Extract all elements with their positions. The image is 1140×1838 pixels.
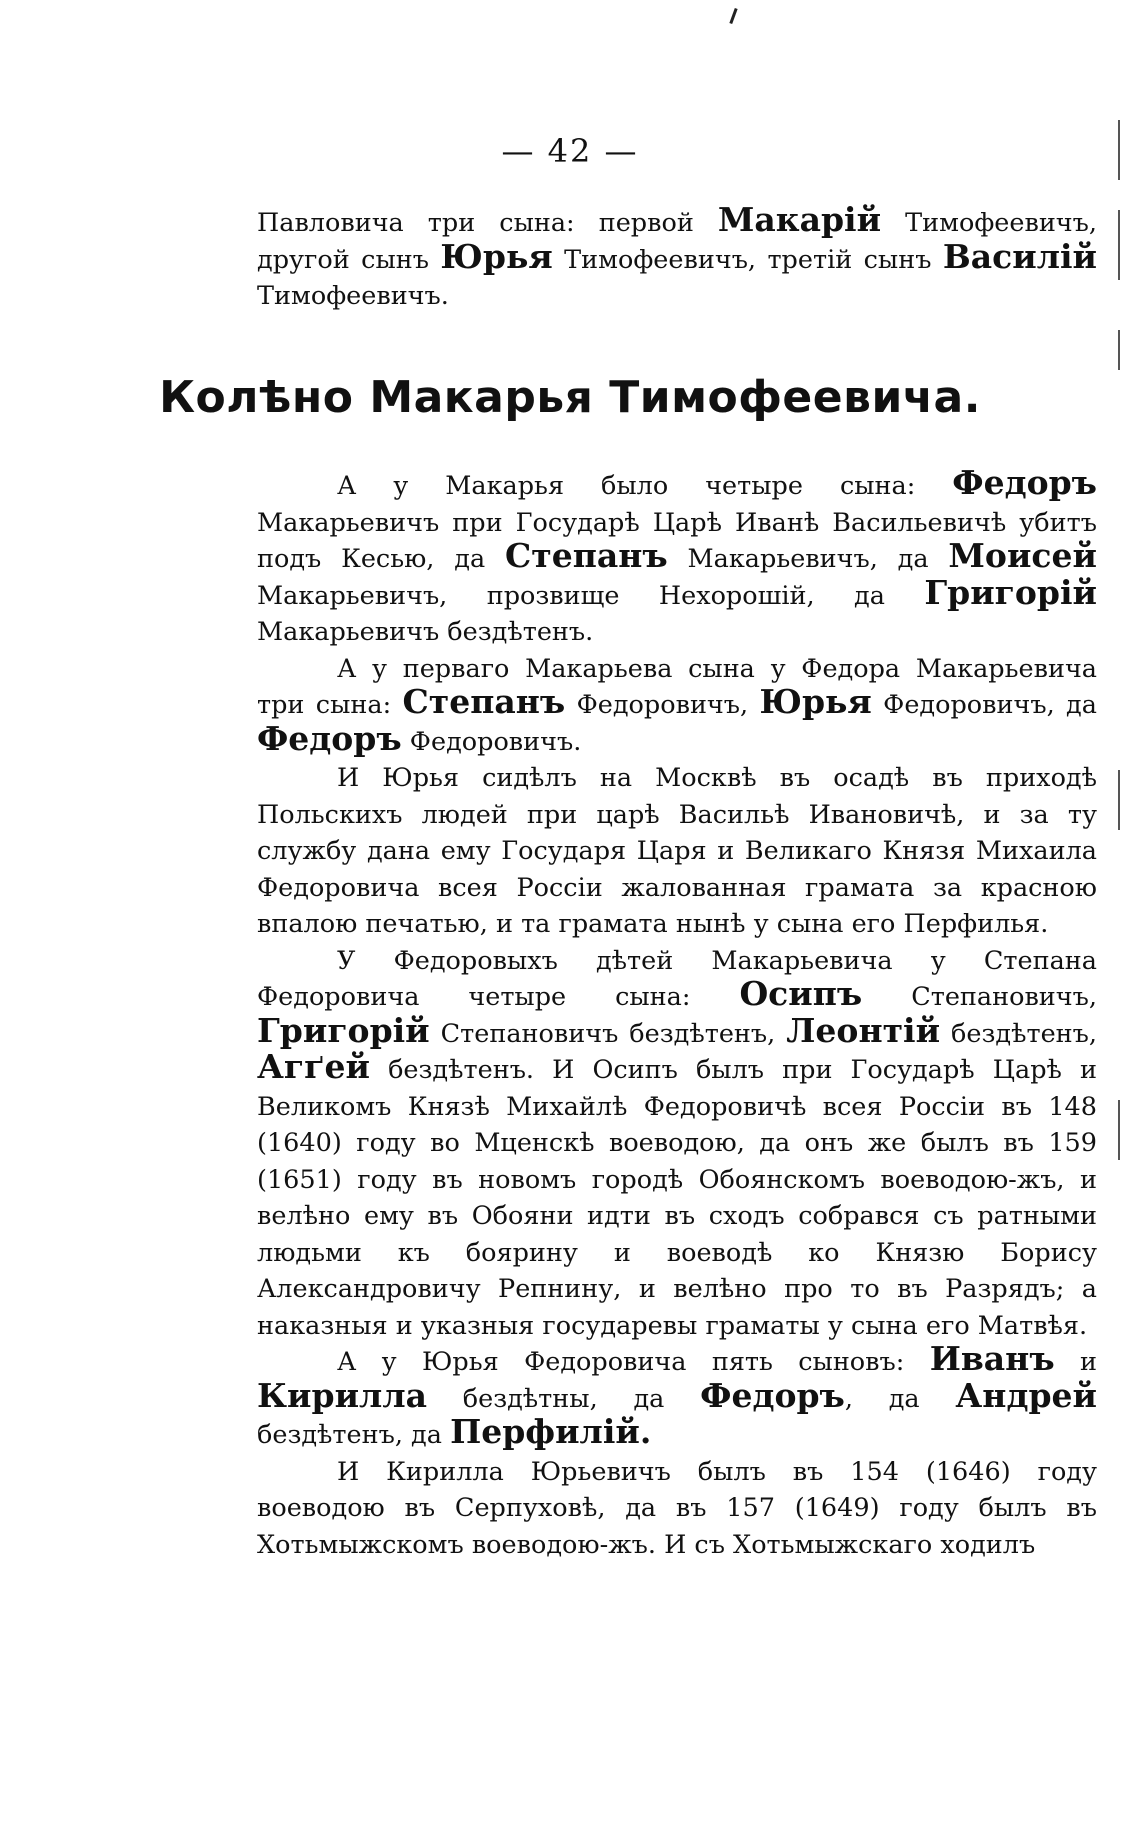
person-name: Кирилла <box>257 1375 427 1415</box>
paragraph <box>257 943 1097 1345</box>
person-name: Степанъ <box>504 536 668 575</box>
person-name: Григорій <box>924 572 1097 612</box>
text-run: Макарьевичъ, прозвище Нехорошій, да <box>257 580 925 611</box>
person-name: Макарій <box>717 200 882 239</box>
text-run: бездѣтенъ. И Осипъ былъ при Государѣ Царѣ и Великомъ Князѣ Михайлѣ Федоровичѣ всея Россіи въ 148 (1640) году во Мценскѣ воеводою, да онъ же былъ въ 159 (1651) году въ новомъ городѣ Обоянскомъ воеводою-жъ, и велѣно ему въ Обояни идти въ сходъ собрався съ ратными людьми къ боярину и воеводѣ ко Князю Борису Александровичу Репнину, и велѣно про то въ Разрядъ; а наказныя и указныя государевы граматы у сына его Матвѣя. <box>257 1055 1097 1341</box>
person-name: Григорій <box>257 1010 430 1050</box>
text-run: А у перваго Макарьева сына у Федора Макарьевича три сына: <box>257 653 1097 720</box>
person-name: Леонтій <box>786 1010 941 1050</box>
person-name: Федоръ <box>952 463 1097 502</box>
text-run: Тимофеевичъ, другой сынъ <box>257 208 1097 275</box>
text-run: Павловича три сына: первой <box>257 208 718 238</box>
person-name: Осипъ <box>739 974 863 1013</box>
person-name: Моисей <box>948 536 1097 575</box>
person-name: Федоръ <box>257 718 402 758</box>
body-text <box>257 463 1097 1563</box>
text-run: Степановичъ, <box>862 982 1097 1012</box>
text-run: , да <box>844 1383 956 1414</box>
person-name: Федоръ <box>700 1375 845 1415</box>
paragraph <box>257 651 1097 761</box>
text-run: И Юрья сидѣлъ на Москвѣ въ осадѣ въ приходѣ Польскихъ людей при царѣ Васильѣ Ивановичѣ, и за ту службу дана ему Государя Царя и Великаго Князя Михаила Федоровича всея Россіи жалованная грамата за красною впалою печатью, и та грамата нынѣ у сына его Перфилья. <box>257 763 1097 939</box>
paragraph <box>257 760 1097 943</box>
page-edge-line <box>1118 210 1120 280</box>
text-run: бездѣтенъ, <box>940 1018 1097 1049</box>
text-run: У Федоровыхъ дѣтей Макарьевича у Степана Федоровича четыре сына: <box>257 945 1097 1012</box>
page-edge-line <box>1118 330 1120 370</box>
page-number: — 42 — <box>501 132 639 170</box>
paragraph <box>257 1454 1097 1564</box>
person-name: Перфилій. <box>450 1412 652 1451</box>
text-run: бездѣтенъ, да <box>257 1420 451 1450</box>
text-run: А у Юрья Федоровича пять сыновъ: <box>337 1347 930 1377</box>
page-edge-line <box>1118 770 1120 830</box>
paragraph <box>257 463 1097 651</box>
person-name: Иванъ <box>929 1339 1055 1378</box>
page-edge-line <box>1118 1100 1120 1160</box>
person-name: Андрей <box>955 1375 1097 1415</box>
text-run: А у Макарья было четыре сына: <box>337 471 953 501</box>
text-run: Макарьевичъ, да <box>667 544 949 574</box>
text-run: Макарьевичъ бездѣтенъ. <box>257 617 594 647</box>
text-run: Федоровичъ. <box>401 726 582 757</box>
person-name: Василій <box>942 236 1097 276</box>
ink-mark <box>729 8 737 24</box>
person-name: Юрья <box>440 236 553 276</box>
text-run: Федоровичъ, да <box>871 690 1097 720</box>
text-run: и <box>1054 1347 1097 1377</box>
intro-paragraph <box>257 200 1097 315</box>
text-run: И Кирилла Юрьевичъ былъ въ 154 (1646) году воеводою въ Серпуховѣ, да въ 157 (1649) году былъ въ Хотьмыжскомъ воеводою-жъ. И съ Хотьмыжскаго ходилъ <box>257 1456 1097 1560</box>
section-heading: Колѣно Макарья Тимофеевича. <box>159 372 981 423</box>
text-run: бездѣтны, да <box>426 1383 701 1414</box>
person-name: Юрья <box>759 682 872 721</box>
text-run: Степановичъ бездѣтенъ, <box>429 1018 787 1049</box>
text-run: Федоровичъ, <box>565 690 760 720</box>
text-run: Тимофеевичъ, третій сынъ <box>552 244 943 275</box>
person-name: Агґей <box>257 1047 370 1086</box>
text-run: Макарьевичъ при Государѣ Царѣ Иванѣ Васильевичѣ убитъ подъ Кесью, да <box>257 507 1097 574</box>
paragraph <box>257 1339 1097 1454</box>
person-name: Степанъ <box>402 682 566 721</box>
text-run: Тимофеевичъ. <box>257 281 449 311</box>
intro-text <box>257 200 1097 315</box>
